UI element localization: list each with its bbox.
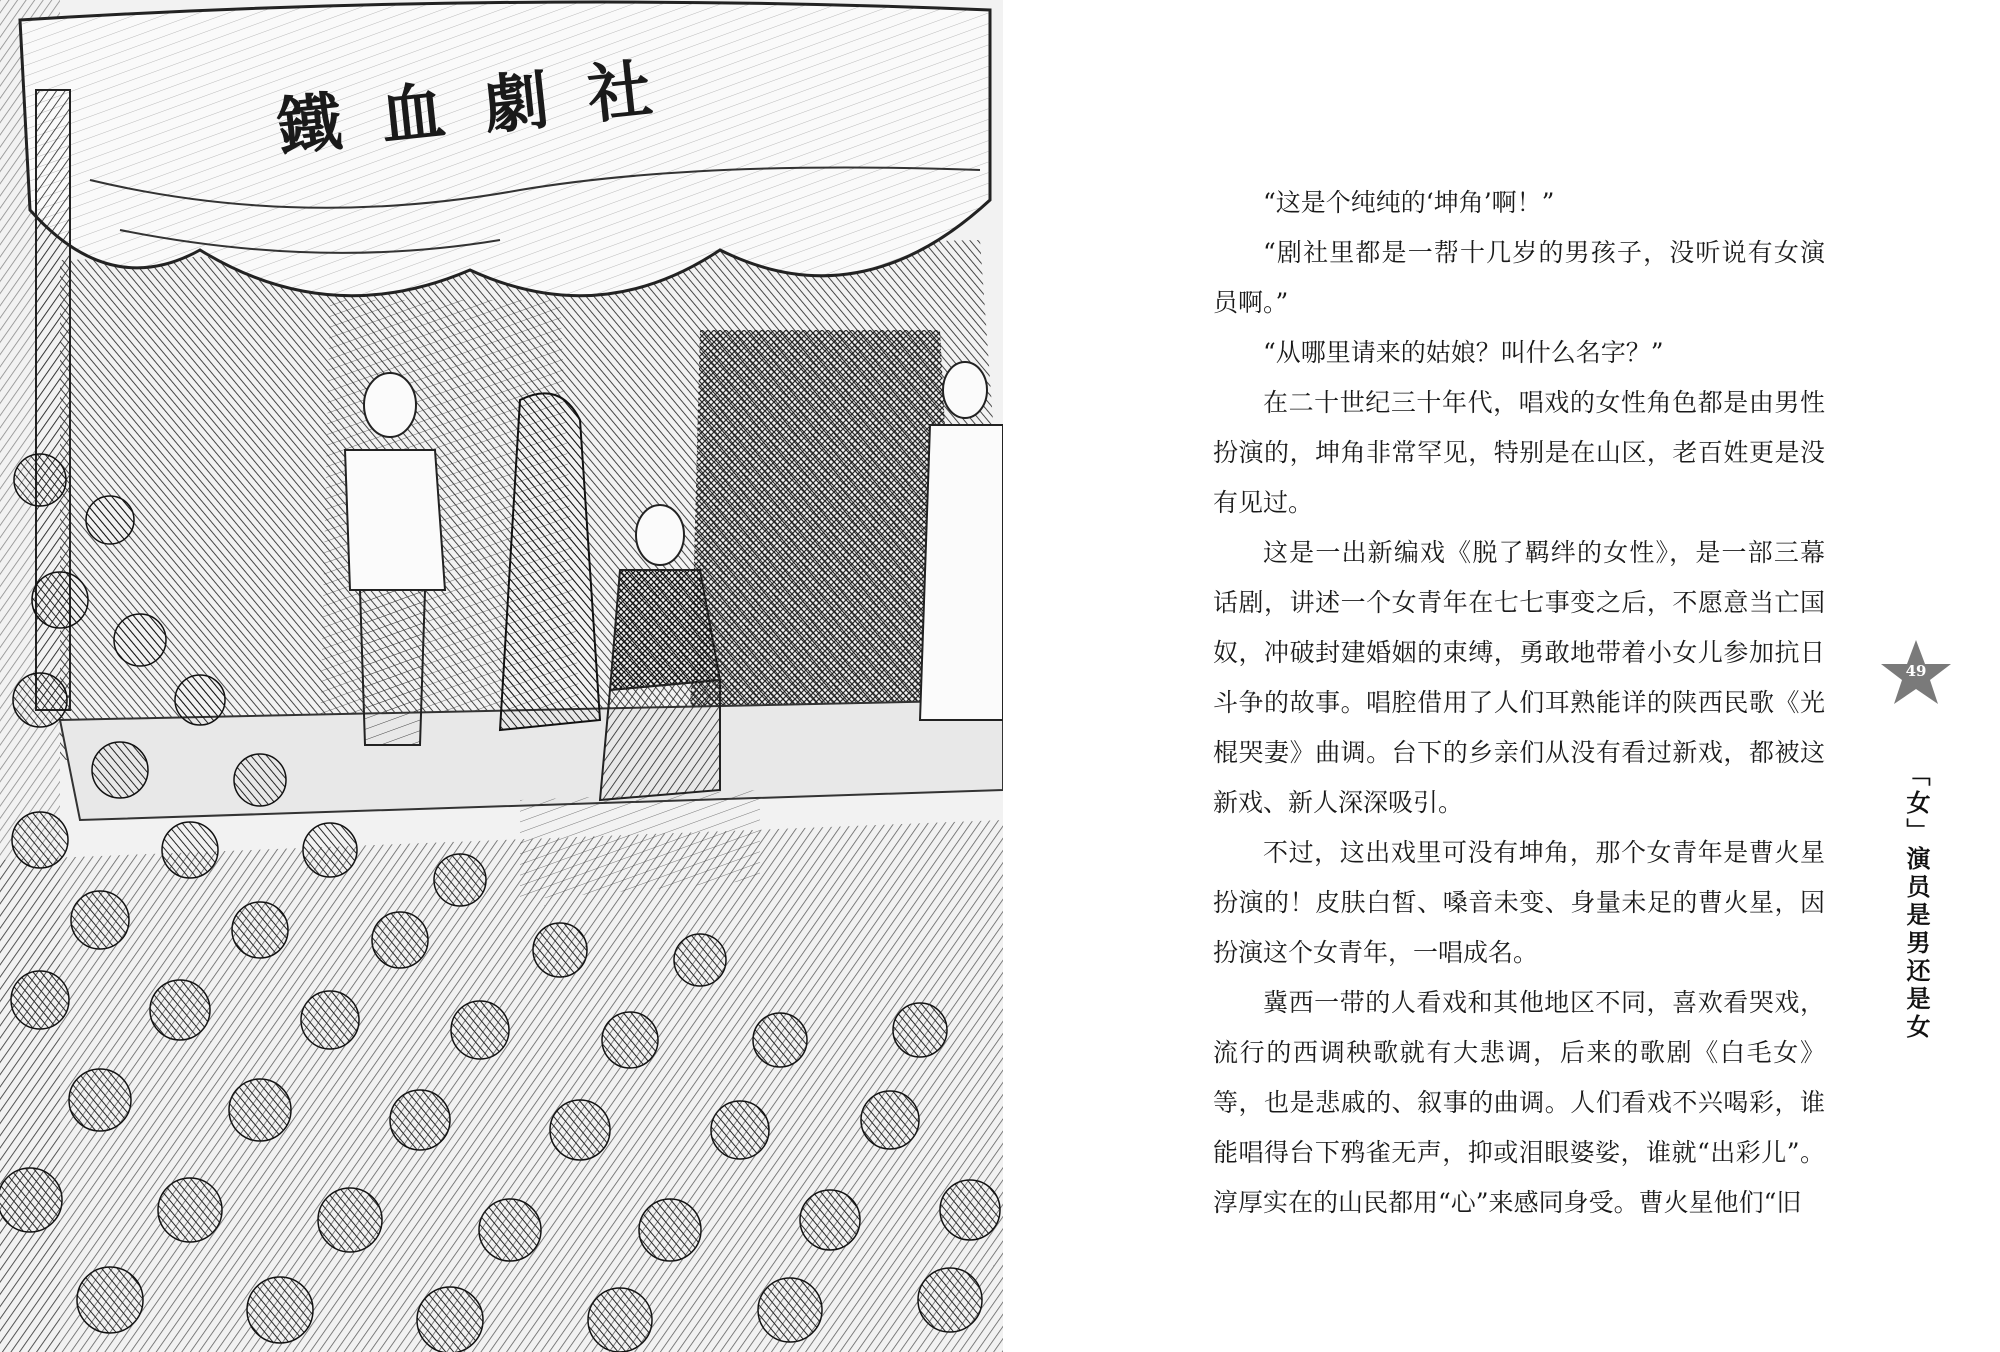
running-title: 「女」演员是男还是女 bbox=[1902, 762, 1931, 1042]
paragraph: “从哪里请来的姑娘？叫什么名字？” bbox=[1263, 338, 1664, 367]
paragraph: 在二十世纪三十年代，唱戏的女性角色都是由男性扮演的，坤角非常罕见，特别是在山区，老百姓更是没有见过。 bbox=[1213, 388, 1825, 517]
paragraph: 不过，这出戏里可没有坤角，那个女青年是曹火星扮演的！皮肤白皙、嗓音未变、身量未足的曹火星，因扮演这个女青年，一唱成名。 bbox=[1213, 838, 1825, 967]
paragraph: “这是个纯纯的‘坤角’啊！” bbox=[1263, 188, 1555, 217]
paragraph: 冀西一带的人看戏和其他地区不同，喜欢看哭戏，流行的西调秧歌就有大悲调，后来的歌剧《白毛女》等，也是悲戚的、叙事的曲调。人们看戏不兴喝彩，谁能唱得台下鸦雀无声，抑或泪眼婆娑，谁就“出彩儿”。淳厚实在的山民都用“心”来感同身受。曹火星他们“旧 bbox=[1213, 988, 1825, 1217]
page-number: 49 bbox=[1905, 662, 1927, 680]
paragraph: “剧社里都是一帮十几岁的男孩子，没听说有女演员啊。” bbox=[1213, 238, 1825, 317]
text-page bbox=[1003, 0, 2000, 1352]
paragraph: 这是一出新编戏《脱了羁绊的女性》，是一部三幕话剧，讲述一个女青年在七七事变之后，不愿意当亡国奴，冲破封建婚姻的束缚，勇敢地带着小女儿参加抗日斗争的故事。唱腔借用了人们耳熟能详的陕西民歌《光棍哭妻》曲调。台下的乡亲们从没有看过新戏，都被这新戏、新人深深吸引。 bbox=[1213, 538, 1825, 817]
body-text bbox=[1213, 178, 1825, 1228]
banner-text: 鐵血劇社 bbox=[273, 47, 696, 166]
